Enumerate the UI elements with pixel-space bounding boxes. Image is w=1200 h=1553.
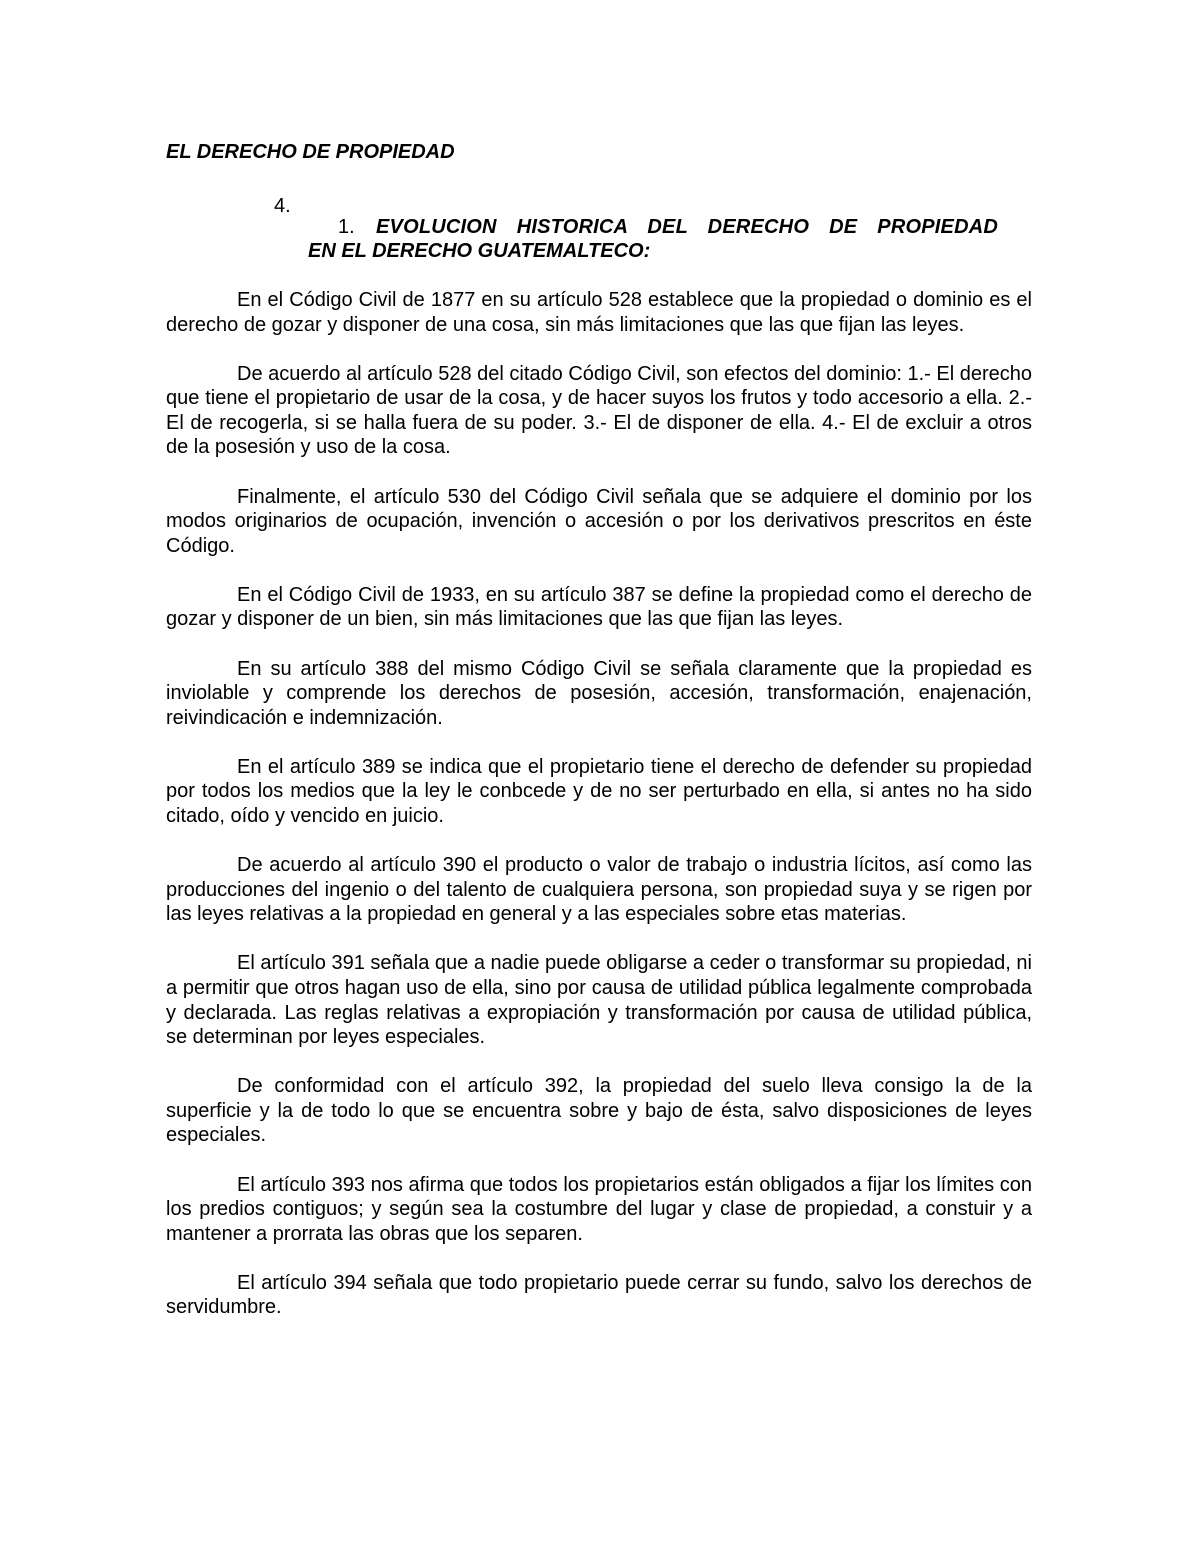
paragraph-5: En su artículo 388 del mismo Código Civil se señala claramente que la propiedad es inviolable y comprende los derechos de posesión, accesión, transformación, enajenación, reivindicación e indemnización. — [166, 657, 1032, 729]
section-heading-line2: EN EL DERECHO GUATEMALTECO: — [308, 240, 651, 262]
section-number: 1. — [338, 216, 355, 238]
document-title: EL DERECHO DE PROPIEDAD — [166, 141, 455, 163]
outer-list-number: 4. — [274, 195, 291, 217]
paragraph-10: El artículo 393 nos afirma que todos los propietarios están obligados a fijar los límites con los predios contiguos; y según sea la costumbre del lugar y clase de propiedad, a constuir y a mantener a prorrata las obras que los separen. — [166, 1173, 1032, 1245]
paragraph-6: En el artículo 389 se indica que el propietario tiene el derecho de defender su propiedad por todos los medios que la ley le conbcede y de no ser perturbado en ella, si antes no ha sido citado, oído y vencido en juicio. — [166, 755, 1032, 827]
paragraph-3: Finalmente, el artículo 530 del Código Civil señala que se adquiere el dominio por los modos originarios de ocupación, invención o accesión o por los derivativos prescritos en éste Código. — [166, 485, 1032, 557]
document-page — [166, 140, 1032, 1319]
section-heading-line1: EVOLUCION HISTORICA DEL DERECHO DE PROPIEDAD — [376, 216, 998, 238]
paragraph-9: De conformidad con el artículo 392, la propiedad del suelo lleva consigo la de la superficie y la de todo lo que se encuentra sobre y bajo de ésta, salvo disposiciones de leyes especiales. — [166, 1075, 1032, 1147]
section-heading — [308, 215, 998, 263]
paragraph-4: En el Código Civil de 1933, en su artículo 387 se define la propiedad como el derecho de gozar y disponer de un bien, sin más limitaciones que las que fijan las leyes. — [166, 583, 1032, 631]
paragraph-1: En el Código Civil de 1877 en su artículo 528 establece que la propiedad o dominio es el derecho de gozar y disponer de una cosa, sin más limitaciones que las que fijan las leyes. — [166, 289, 1032, 336]
section-heading-line1-row — [308, 215, 998, 239]
paragraph-2: De acuerdo al artículo 528 del citado Código Civil, son efectos del dominio: 1.- El derecho que tiene el propietario de usar de la cosa, y de hacer suyos los frutos y todo accesorio a ella. 2.- El de recogerla, si se halla fuera de su poder. 3.- El de disponer de ella. 4.- El de excluir a otros de la posesión y uso de la cosa. — [166, 362, 1032, 459]
document-body — [166, 288, 1032, 1345]
paragraph-8: El artículo 391 señala que a nadie puede obligarse a ceder o transformar su propiedad, ni a permitir que otros hagan uso de ella, sino por causa de utilidad pública legalmente comprobada y declarada. Las reglas relativas a expropiación y transformación por causa de utilidad pública, se determinan por leyes especiales. — [166, 952, 1032, 1049]
paragraph-11: El artículo 394 señala que todo propietario puede cerrar su fundo, salvo los derechos de servidumbre. — [166, 1271, 1032, 1319]
paragraph-7: De acuerdo al artículo 390 el producto o valor de trabajo o industria lícitos, así como las producciones del ingenio o del talento de cualquiera persona, son propiedad suya y se rigen por las leyes relativas a la propiedad en general y a las especiales sobre etas materias. — [166, 854, 1032, 926]
